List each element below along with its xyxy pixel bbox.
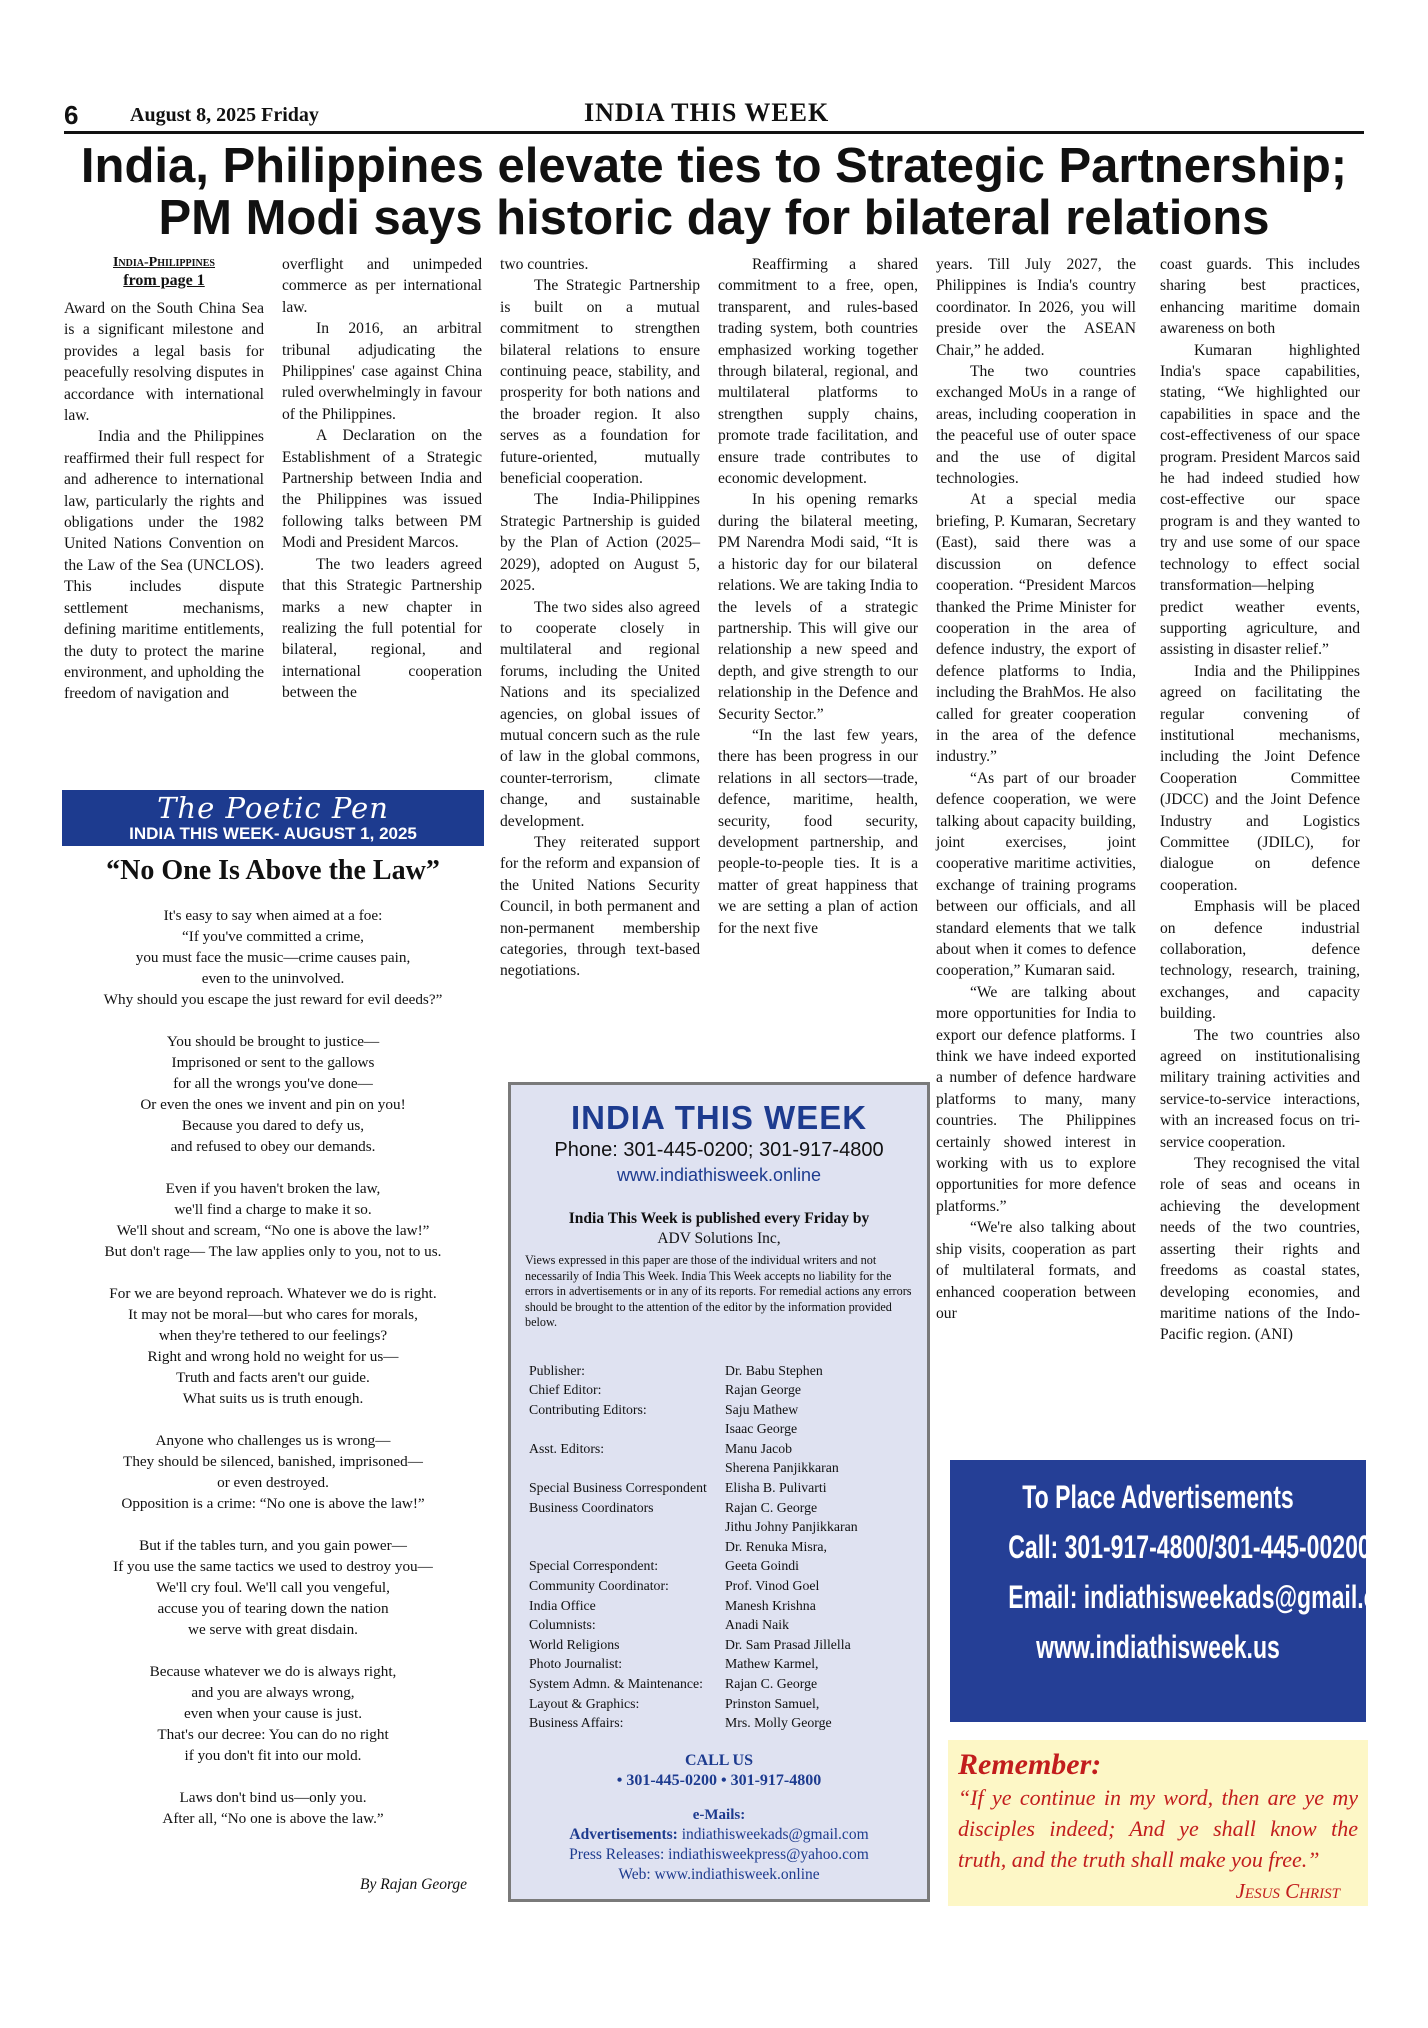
headline-line-2: PM Modi says historic day for bilateral relations <box>158 191 1270 245</box>
staff-role: Contributing Editors: <box>529 1401 647 1417</box>
poem-stanza <box>62 1535 484 1640</box>
staff-role: Chief Editor: <box>529 1382 602 1398</box>
paragraph: coast guards. This includes sharing best practices, enhancing maritime domain awareness on both <box>1160 256 1360 338</box>
staff-row <box>529 1498 927 1518</box>
paragraph: A Declaration on the Establishment of a Strategic Partnership between India and the Philippines was issued following talks between PM Modi and President Marcos. <box>282 427 482 552</box>
paragraph: They recognised the vital role of seas and oceans in achieving the development needs of the two countries, asserting their rights and freedoms as coastal states, developing economies, and maritime nations of the Indo-Pacific region. (ANI) <box>1160 1155 1360 1344</box>
paragraph: “We're also talking about ship visits, cooperation as part of multilateral formats, and enhanced cooperation between our <box>936 1219 1136 1322</box>
poem-stanza <box>62 905 484 1010</box>
call-us-title: CALL US <box>684 1751 754 1769</box>
staff-role: Columnists: <box>529 1617 596 1633</box>
masthead <box>64 100 1364 134</box>
staff-row <box>529 1537 927 1557</box>
paragraph: Kumaran highlighted India's space capabilities, stating, “We highlighted our capabilities in space and the cost-effectiveness of our space program. President Marcos said he had indeed studied how cost-effective our space program is and they wanted to try and use some of our space technology to effect social transformation—helping predict weather events, supporting agriculture, and assisting in disaster relief.” <box>1160 341 1360 659</box>
staff-role: Publisher: <box>529 1362 585 1378</box>
paragraph: “In the last few years, there has been progress in our relations in all sectors—trade, defence, maritime, health, security, food security, development partnership, and people-to-people ties. It is a matter of great happiness that we are setting a plan of action for the next five <box>718 726 918 937</box>
staff-row <box>529 1596 927 1616</box>
paragraph: At a special media briefing, P. Kumaran, Secretary (East), said there was a discussion on defence cooperation. “President Marcos thanked the Prime Minister for cooperation in the area of defence industry, the export of defence platforms to India, including the BrahMos. He also called for greater cooperation in the area of the defence industry.” <box>936 491 1136 766</box>
poem-line: for all the wrongs you've done— <box>173 1075 373 1092</box>
poem-line: Because whatever we do is always right, <box>149 1663 397 1680</box>
poem-line: Right and wrong hold no weight for us— <box>147 1348 399 1365</box>
paragraph: In 2016, an arbitral tribunal adjudicating the Philippines' case against China ruled overwhelmingly in favour of the Philippines. <box>282 320 482 423</box>
poem-body <box>62 905 484 1850</box>
info-website[interactable]: www.indiathisweek.online <box>616 1165 822 1185</box>
poem-line: we serve with great disdain. <box>188 1621 358 1638</box>
staff-name: Elisha B. Pulivarti <box>725 1480 827 1496</box>
poem-stanza <box>62 1787 484 1829</box>
staff-role: Layout & Graphics: <box>529 1695 640 1711</box>
staff-name: Prinston Samuel, <box>725 1695 820 1711</box>
staff-row <box>529 1694 927 1714</box>
ads-email[interactable]: indiathisweekads@gmail.com <box>681 1825 869 1843</box>
poem-line: even to the uninvolved. <box>201 970 345 987</box>
staff-row <box>529 1556 927 1576</box>
staff-row <box>529 1615 927 1635</box>
poem-stanza <box>62 1430 484 1514</box>
staff-role <box>529 1419 725 1439</box>
press-email[interactable]: Press Releases: indiathisweekpress@yahoo.com <box>569 1845 869 1863</box>
info-title: INDIA THIS WEEK <box>570 1099 868 1136</box>
staff-role <box>529 1537 725 1557</box>
staff-role: Community Coordinator: <box>529 1578 669 1594</box>
paragraph: Award on the South China Sea is a significant milestone and provides a legal basis for peacefully resolving disputes in accordance with international law. <box>64 300 264 425</box>
poem-line: Why should you escape the just reward for evil deeds?” <box>103 991 443 1008</box>
poem-line: What suits us is truth enough. <box>182 1390 364 1407</box>
poetic-pen-title: The Poetic Pen <box>157 791 389 825</box>
staff-name: Dr. Renuka Misra, <box>725 1538 827 1554</box>
info-disclaimer: Views expressed in this paper are those of the individual writers and not necessarily of India This Week. India This Week accepts no liability for the errors in advertisements or in any of its reports. For remedial actions any errors should be brought to the attention of the editor by the information provided below. <box>525 1253 912 1329</box>
remember-box <box>948 1740 1368 1906</box>
poem-line: Or even the ones we invent and pin on you! <box>140 1096 406 1113</box>
staff-role: Special Business Correspondent <box>529 1480 707 1496</box>
jump-kicker: India-Philippines <box>112 255 215 270</box>
staff-name: Dr. Babu Stephen <box>725 1362 823 1378</box>
poem-stanza <box>62 1283 484 1409</box>
ad-line-1: To Place Advertisements <box>1022 1479 1294 1515</box>
paragraph: In his opening remarks during the bilateral meeting, PM Narendra Modi said, “It is a historic day for our bilateral relations. We are taking India to the levels of a strategic partnership. This will give our relationship a new speed and depth, and give strength to our relationship in the Defence and Security Sector.” <box>718 491 918 723</box>
poem-line: “If you've committed a crime, <box>182 928 364 945</box>
poem-stanza <box>62 1031 484 1157</box>
paragraph: The two countries exchanged MoUs in a range of areas, including cooperation in the peaceful use of outer space and the use of digital technologies. <box>936 363 1136 488</box>
staff-role: India Office <box>529 1597 596 1613</box>
staff-name: Rajan George <box>725 1382 801 1398</box>
staff-row <box>529 1674 927 1694</box>
staff-row <box>529 1517 927 1537</box>
staff-row <box>529 1439 927 1459</box>
paragraph: The two sides also agreed to cooperate closely in multilateral and regional forums, including the United Nations and its specialized agencies, on global issues of mutual concern such as the rule of law in the global commons, counter-terrorism, climate change, and sustainable development. <box>500 598 700 830</box>
ads-email-line <box>511 1825 927 1845</box>
issue-date: August 8, 2025 Friday <box>130 104 319 126</box>
staff-role <box>529 1517 725 1537</box>
poem-line: Because you dared to defy us, <box>181 1117 365 1134</box>
call-us-numbers: • 301-445-0200 • 301-917-4800 <box>616 1771 822 1789</box>
staff-role: System Admn. & Maintenance: <box>529 1676 703 1691</box>
poem-stanza <box>62 1178 484 1262</box>
poem-line: Anyone who challenges us is wrong— <box>155 1432 391 1449</box>
staff-role: Special Correspondent: <box>529 1558 659 1574</box>
paragraph: The India-Philippines Strategic Partnership is guided by the Plan of Action (2025–2029), adopted on August 5, 2025. <box>500 491 700 595</box>
staff-name: Dr. Sam Prasad Jillella <box>725 1636 851 1652</box>
paragraph: The Strategic Partnership is built on a mutual commitment to strengthen bilateral relations to ensure continuing peace, stability, and prosperity for both nations and the broader region. It also serves as a foundation for future-oriented, mutually beneficial cooperation. <box>500 277 700 488</box>
poem-line: we'll find a charge to make it so. <box>174 1201 372 1218</box>
poem-line: It may not be moral—but who cares for morals, <box>128 1306 418 1323</box>
poem-line: if you don't fit into our mold. <box>184 1747 362 1764</box>
paragraph: two countries. <box>500 256 589 273</box>
paragraph: “As part of our broader defence cooperation, we were talking about capacity building, joint exercises, joint cooperative maritime activities, exchange of training programs between our officials, and all standard elements that we talk about when it comes to defence cooperation,” Kumaran said. <box>936 769 1136 980</box>
poem-line: That's our decree: You can do no right <box>157 1726 389 1743</box>
staff-role: Business Affairs: <box>529 1715 624 1731</box>
poetic-pen-subtitle: INDIA THIS WEEK- AUGUST 1, 2025 <box>129 824 417 843</box>
staff-name: Anadi Naik <box>725 1617 789 1633</box>
poem-stanza <box>62 1661 484 1766</box>
poetic-pen-banner <box>62 790 484 846</box>
paragraph: India and the Philippines reaffirmed their full respect for and adherence to international law, particularly the rights and obligations under the 1982 United Nations Convention on the Law of the Sea (UNCLOS). This includes dispute settlement mechanisms, defining maritime entitlements, the duty to protect the marine environment, and upholding the freedom of navigation and <box>64 428 264 703</box>
poem-line: It's easy to say when aimed at a foe: <box>163 907 383 924</box>
poem-line: They should be silenced, banished, imprisoned— <box>123 1453 423 1470</box>
poem-line: After all, “No one is above the law.” <box>162 1810 384 1827</box>
ads-email-label: Advertisements: <box>569 1825 678 1843</box>
poem-line: We'll shout and scream, “No one is above the law!” <box>116 1222 430 1239</box>
poem-line: You should be brought to justice— <box>166 1033 380 1050</box>
staff-role <box>529 1458 725 1478</box>
staff-role: Business Coordinators <box>529 1499 654 1515</box>
staff-row <box>529 1380 927 1400</box>
staff-row <box>529 1576 927 1596</box>
remember-title: Remember: <box>958 1748 1102 1781</box>
paragraph: “We are talking about more opportunities for India to export our defence platforms. I think we have indeed exported a number of defence hardware platforms to many, many countries. The Philippines certainly showed interest in working with us to explore opportunities for more defence platforms.” <box>936 983 1136 1215</box>
paragraph: India and the Philippines agreed on facilitating the regular convening of institutional mechanisms, including the Joint Defence Cooperation Committee (JDCC) and the Joint Defence Industry and Logistics Committee (JDILC), for dialogue on defence cooperation. <box>1160 662 1360 894</box>
staff-name: Jithu Johny Panjikkaran <box>725 1519 858 1535</box>
staff-row <box>529 1419 927 1439</box>
ad-website[interactable]: www.indiathisweek.us <box>1036 1629 1280 1665</box>
staff-row <box>529 1458 927 1478</box>
poem-line: For we are beyond reproach. Whatever we do is right. <box>109 1285 437 1302</box>
paper-name: INDIA THIS WEEK <box>584 98 830 127</box>
paragraph: Emphasis will be placed on defence industrial collaboration, defence technology, research, training, exchanges, and capacity building. <box>1160 898 1360 1023</box>
remember-attribution: Jesus Christ <box>1235 1879 1340 1903</box>
poem-line: But if the tables turn, and you gain power— <box>139 1537 407 1554</box>
staff-name: Saju Mathew <box>725 1401 799 1417</box>
page-number: 6 <box>64 100 79 130</box>
staff-name: Isaac George <box>725 1421 798 1437</box>
ad-email[interactable]: Email: indiathisweekads@gmail.com <box>1008 1579 1411 1615</box>
staff-name: Prof. Vinod Goel <box>725 1578 820 1594</box>
poem-line: even when your cause is just. <box>184 1705 362 1722</box>
poem-author: By Rajan George <box>360 1876 468 1893</box>
article-column-6 <box>1160 254 1360 1346</box>
article-column-3 <box>500 254 700 982</box>
staff-role: Photo Journalist: <box>529 1656 623 1672</box>
info-phone: Phone: 301-445-0200; 301-917-4800 <box>554 1139 884 1161</box>
jump-line <box>64 254 264 290</box>
staff-row <box>529 1654 927 1674</box>
poem-line: or even destroyed. <box>217 1474 329 1491</box>
paragraph: Reaffirming a shared commitment to a free, open, transparent, and rules-based trading system, both countries emphasized working together through bilateral, regional, and multilateral platforms to strengthen supply chains, promote trade facilitation, and ensure trade contributes to economic development. <box>718 256 918 488</box>
paragraph: The two leaders agreed that this Strategic Partnership marks a new chapter in realizing the full potential for bilateral, regional, and international cooperation between the <box>282 555 482 702</box>
staff-name: Mrs. Molly George <box>725 1715 832 1731</box>
advertisement-box <box>950 1460 1411 1722</box>
ad-phone: Call: 301-917-4800/301-445-00200 <box>1008 1529 1371 1565</box>
headline <box>64 140 1364 244</box>
poem-line: Laws don't bind us—only you. <box>179 1789 367 1806</box>
article-column-2 <box>282 254 482 704</box>
article-column-4 <box>718 254 918 939</box>
poem-line: and you are always wrong, <box>191 1684 355 1701</box>
staff-row <box>529 1361 927 1381</box>
staff-name: Rajan C. George <box>725 1499 818 1515</box>
staff-list <box>529 1361 927 1733</box>
staff-name: Manu Jacob <box>725 1440 793 1456</box>
headline-line-1: India, Philippines elevate ties to Strategic Partnership; <box>80 139 1348 193</box>
staff-name: Sherena Panjikkaran <box>725 1460 839 1476</box>
poem-line: and refused to obey our demands. <box>170 1138 376 1155</box>
article-column-1 <box>64 254 264 705</box>
paragraph: overflight and unimpeded commerce as per international law. <box>282 256 482 316</box>
staff-row <box>529 1400 927 1420</box>
remember-quote: “If ye continue in my word, then are ye my disciples indeed; And ye shall know the truth, and the truth shall make you free.” <box>958 1785 1358 1872</box>
poem-line: We'll cry foul. We'll call you vengeful, <box>156 1579 390 1596</box>
staff-row <box>529 1713 927 1733</box>
poem-line: accuse you of tearing down the nation <box>157 1600 389 1617</box>
info-published: India This Week is published every Friday by <box>568 1210 870 1227</box>
poem-line: Imprisoned or sent to the gallows <box>171 1054 375 1071</box>
poem-line: Truth and facts aren't our guide. <box>176 1369 370 1386</box>
article-column-5 <box>936 254 1136 1324</box>
paragraph: years. Till July 2027, the Philippines is India's country coordinator. In 2026, you will preside over the ASEAN Chair,” he added. <box>936 256 1136 359</box>
poem-line: Even if you haven't broken the law, <box>165 1180 381 1197</box>
staff-role: Asst. Editors: <box>529 1440 605 1456</box>
poem-title: “No One Is Above the Law” <box>106 855 440 886</box>
web-link[interactable]: Web: www.indiathisweek.online <box>618 1865 820 1883</box>
masthead-info-box <box>508 1082 930 1902</box>
poem-line: you must face the music—crime causes pain, <box>135 949 411 966</box>
poem-line: But don't rage— The law applies only to you, not to us. <box>104 1243 442 1260</box>
staff-role: World Religions <box>529 1636 620 1652</box>
staff-row <box>529 1635 927 1655</box>
info-publisher-company: ADV Solutions Inc, <box>657 1230 781 1247</box>
poem-line: when they're tethered to our feelings? <box>158 1327 388 1344</box>
staff-name: Mathew Karmel, <box>725 1656 819 1672</box>
emails-title: e-Mails: <box>692 1806 746 1823</box>
jump-from: from page 1 <box>123 272 205 289</box>
staff-name: Rajan C. George <box>725 1676 818 1691</box>
poem-line: If you use the same tactics we used to destroy you— <box>113 1558 433 1575</box>
paragraph: They reiterated support for the reform and expansion of the United Nations Security Council, in both permanent and non-permanent membership categories, through text-based negotiations. <box>500 833 700 980</box>
staff-name: Geeta Goindi <box>725 1558 799 1574</box>
staff-name: Manesh Krishna <box>725 1597 816 1613</box>
staff-row <box>529 1478 927 1498</box>
poem-line: Opposition is a crime: “No one is above the law!” <box>121 1495 425 1512</box>
paragraph: The two countries also agreed on institutionalising military training activities and service-to-service interactions, with an increased focus on tri-service cooperation. <box>1160 1026 1360 1151</box>
